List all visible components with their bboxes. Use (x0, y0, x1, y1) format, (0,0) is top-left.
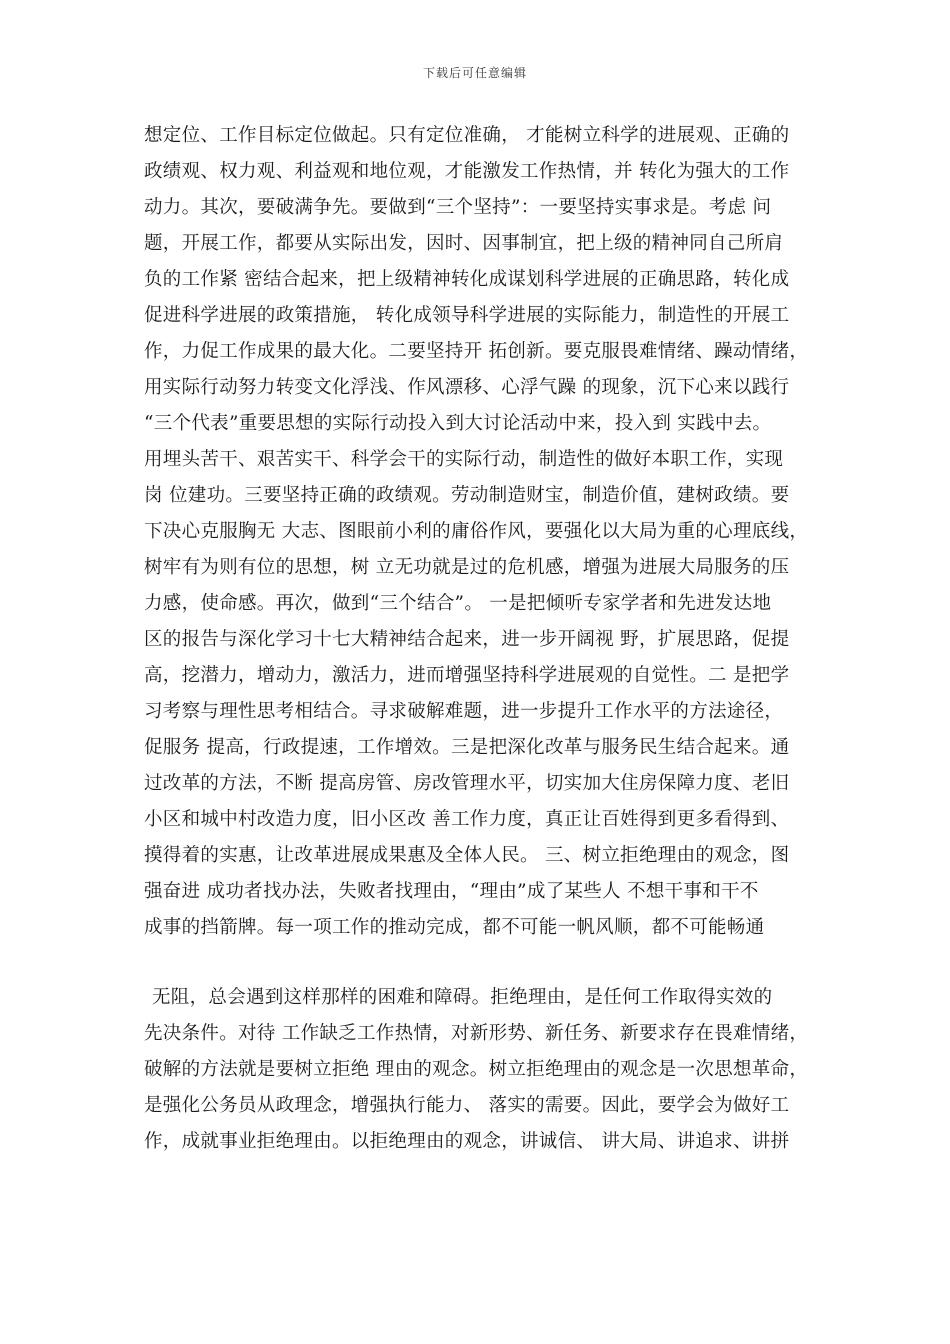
text-line: 负的工作紧 密结合起来，把上级精神转化成谋划科学进展的正确思路，转化成 (144, 269, 790, 290)
text-line: 用实际行动努力转变文化浮浅、作风漂移、心浮气躁 的现象，沉下心来以践行 (144, 377, 790, 398)
text-line: 小区和城中村改造力度，旧小区改 善工作力度，真正让百姓得到更多看得到、 (144, 809, 790, 830)
body-paragraph-2 (144, 980, 824, 1160)
text-line: 成事的挡箭牌。每一项工作的推动完成，都不可能一帆风顺，都不可能畅通 (144, 917, 765, 938)
page-header: 下载后可任意编辑 (422, 66, 527, 80)
text-line: 高，挖潜力，增动力，激活力，进而增强坚持科学进展观的自觉性。二 是把学 (144, 665, 790, 686)
text-line: 下决心克服胸无 大志、图眼前小利的庸俗作风，要强化以大局为重的心理底线， (144, 521, 809, 542)
text-line: 破解的方法就是要树立拒绝 理由的观念。树立拒绝理由的观念是一次思想革命， (144, 1059, 809, 1080)
text-line: 作，力促工作成果的最大化。二要坚持开 拓创新。要克服畏难情绪、躁动情绪， (144, 341, 809, 362)
text-line: 区的报告与深化学习十七大精神结合起来，进一步开阔视 野，扩展思路，促提 (144, 629, 790, 650)
text-line: “三个代表”重要思想的实际行动投入到大讨论活动中来，投入到 实践中去。 (144, 413, 772, 434)
text-line: 岗 位建功。三要坚持正确的政绩观。劳动制造财宝，制造价值，建树政绩。要 (144, 485, 790, 506)
text-line: 动力。其次，要破满争先。要做到“三个坚持”：一要坚持实事求是。考虑 问 (144, 197, 772, 218)
text-line: 想定位、工作目标定位做起。只有定位准确， 才能树立科学的进展观、正确的 (144, 125, 790, 146)
body-paragraph-1 (144, 118, 824, 946)
text-line: 力感，使命感。再次，做到“三个结合”。 一是把倾听专家学者和先进发达地 (144, 593, 772, 614)
text-line: 强奋进 成功者找办法，失败者找理由，“理由”成了某些人 不想干事和干不 (144, 881, 759, 902)
text-line: 过改革的方法，不断 提高房管、房改管理水平，切实加大住房保障力度、老旧 (144, 773, 790, 794)
text-line: 是强化公务员从政理念，增强执行能力、 落实的需要。因此，要学会为做好工 (144, 1095, 790, 1116)
text-line: 题，开展工作，都要从实际出发，因时、因事制宜，把上级的精神同自己所肩 (144, 233, 784, 254)
text-line: 促服务 提高，行政提速，工作增效。三是把深化改革与服务民生结合起来。通 (144, 737, 790, 758)
text-line: 习考察与理性思考相结合。寻求破解难题，进一步提升工作水平的方法途径， (144, 701, 784, 722)
text-line: 促进科学进展的政策措施， 转化成领导科学进展的实际能力，制造性的开展工 (144, 305, 790, 326)
text-line: 用埋头苦干、艰苦实干、科学会干的实际行动，制造性的做好本职工作，实现 (144, 449, 784, 470)
text-line: 先决条件。对待 工作缺乏工作热情，对新形势、新任务、新要求存在畏难情绪， (144, 1023, 809, 1044)
text-line: 作，成就事业拒绝理由。以拒绝理由的观念，讲诚信、 讲大局、讲追求、讲拼 (144, 1131, 790, 1152)
text-line: 无阻，总会遇到这样那样的困难和障碍。拒绝理由，是任何工作取得实效的 (152, 987, 773, 1008)
text-line: 树牢有为则有位的思想，树 立无功就是过的危机感，增强为进展大局服务的压 (144, 557, 790, 578)
text-line: 政绩观、权力观、利益观和地位观，才能激发工作热情，并 转化为强大的工作 (144, 161, 790, 182)
text-line: 摸得着的实惠，让改革进展成果惠及全体人民。 三、树立拒绝理由的观念，图 (144, 845, 790, 866)
